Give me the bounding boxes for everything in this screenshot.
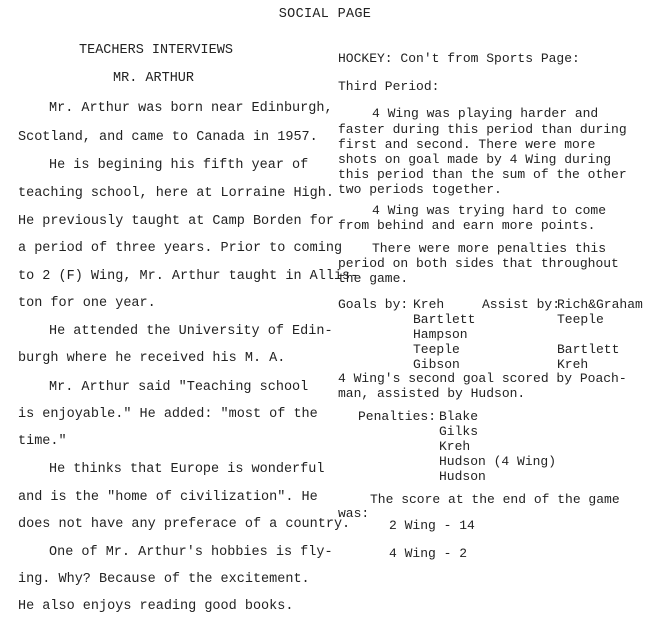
period-title: Third Period: (338, 79, 440, 94)
report-line: the game. (338, 271, 409, 286)
interview-line: does not have any preferace of a country. (18, 517, 351, 532)
interview-line: is enjoyable." He added: "most of the (18, 407, 318, 422)
assist-player: Bartlett (557, 342, 620, 357)
interview-line: a period of three years. Prior to coming (18, 241, 343, 256)
final-score: 4 Wing - 2 (389, 546, 468, 561)
penalty-player: Hudson (4 Wing) (439, 454, 557, 469)
report-line: shots on goal made by 4 Wing during (338, 152, 612, 167)
report-line: first and second. There were more (338, 137, 596, 152)
report-line: this period than the sum of the other (338, 167, 627, 182)
interview-line: He previously taught at Camp Borden for (18, 214, 334, 229)
assist-player: Kreh (557, 357, 589, 372)
interview-line: ing. Why? Because of the excitement. (18, 572, 310, 587)
page-title: SOCIAL PAGE (278, 7, 372, 22)
interview-line: One of Mr. Arthur's hobbies is fly- (49, 545, 333, 560)
goals-label: Goals by: (338, 297, 409, 312)
report-line: 4 Wing was trying hard to come (372, 203, 607, 218)
report-line: from behind and earn more points. (338, 218, 596, 233)
report-line: period on both sides that throughout (338, 256, 619, 271)
penalty-player: Blake (439, 409, 479, 424)
second-goal-line: 4 Wing's second goal scored by Poach- (338, 371, 627, 386)
interview-line: to 2 (F) Wing, Mr. Arthur taught in Allis- (18, 269, 359, 284)
penalties-label: Penalties: (358, 409, 437, 424)
interview-line: He attended the University of Edin- (49, 324, 333, 339)
assist-player: Teeple (557, 312, 604, 327)
interview-line: Mr. Arthur said "Teaching school (49, 380, 309, 395)
assist-label: Assist by: (482, 297, 561, 312)
penalty-player: Hudson (439, 469, 486, 484)
interview-line: time." (18, 434, 67, 449)
report-line: faster during this period than during (338, 122, 627, 137)
goal-scorer: Gibson (413, 357, 460, 372)
penalty-player: Gilks (439, 424, 479, 439)
interview-line: Mr. Arthur was born near Edinburgh, (49, 101, 333, 116)
interview-line: Scotland, and came to Canada in 1957. (18, 130, 318, 145)
interview-line: teaching school, here at Lorraine High. (18, 186, 334, 201)
report-line: 4 Wing was playing harder and (372, 106, 599, 121)
hockey-header: HOCKEY: Con't from Sports Page: (338, 51, 580, 66)
goal-scorer: Hampson (413, 327, 468, 342)
interview-line: burgh where he received his M. A. (18, 351, 286, 366)
final-score: 2 Wing - 14 (389, 518, 475, 533)
interview-line: He is begining his fifth year of (49, 158, 309, 173)
goal-scorer: Teeple (413, 342, 460, 357)
interview-line: He also enjoys reading good books. (18, 599, 294, 614)
penalty-player: Kreh (439, 439, 471, 454)
interview-line: He thinks that Europe is wonderful (49, 462, 325, 477)
interview-line: and is the "home of civilization". He (18, 490, 318, 505)
goal-scorer: Bartlett (413, 312, 476, 327)
score-intro: The score at the end of the game (370, 492, 620, 507)
report-line: There were more penalties this (372, 241, 607, 256)
assist-player: Rich&Graham (557, 297, 643, 312)
section-title: TEACHERS INTERVIEWS (79, 43, 233, 58)
interview-subtitle: MR. ARTHUR (113, 71, 195, 86)
report-line: two periods together. (338, 182, 502, 197)
score-intro: was: (338, 506, 370, 521)
second-goal-line: man, assisted by Hudson. (338, 386, 526, 401)
goal-scorer: Kreh (413, 297, 445, 312)
interview-line: ton for one year. (18, 296, 156, 311)
